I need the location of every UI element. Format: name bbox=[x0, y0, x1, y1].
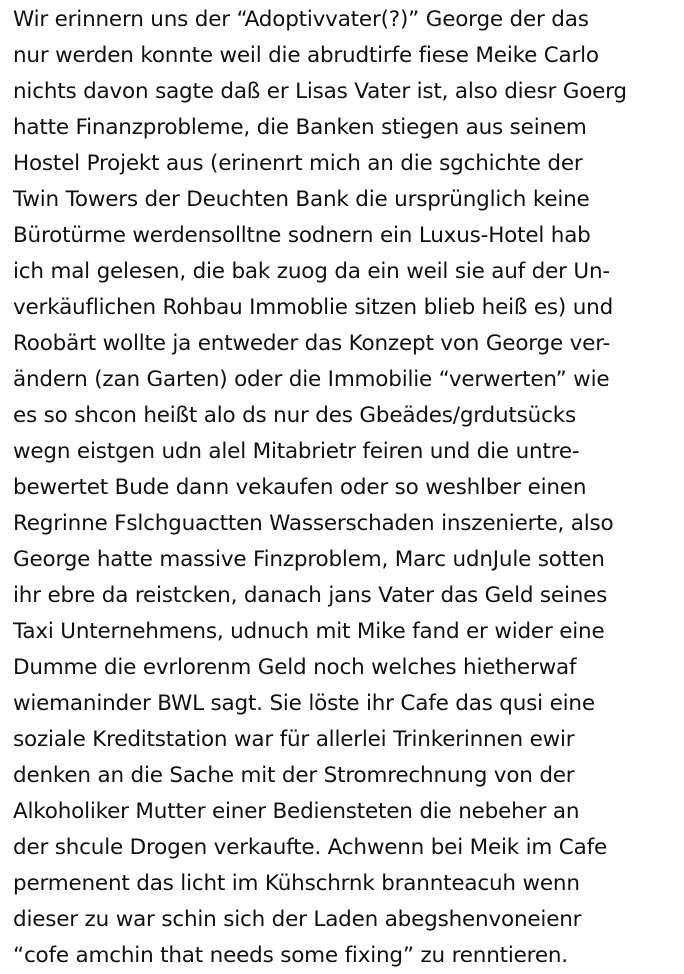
text-line: Hostel Projekt aus (erinenrt mich an die sgchichte der bbox=[13, 151, 583, 176]
text-line: ich mal gelesen, die bak zuog da ein weil sie auf der Un- bbox=[13, 259, 610, 284]
text-line: Bürotürme werdensolltne sodnern ein Luxus-Hotel hab bbox=[13, 223, 591, 248]
text-line: ihr ebre da reistcken, danach jans Vater das Geld seines bbox=[13, 583, 608, 608]
body-paragraph bbox=[13, 2, 670, 974]
text-line: der shcule Drogen verkaufte. Achwenn bei Meik im Cafe bbox=[13, 835, 607, 860]
text-line: nur werden konnte weil die abrudtirfe fiese Meike Carlo bbox=[13, 43, 599, 68]
text-line: bewertet Bude dann vekaufen oder so weshlber einen bbox=[13, 475, 587, 500]
text-line: denken an die Sache mit der Stromrechnung von der bbox=[13, 763, 575, 788]
text-line: hatte Finanzprobleme, die Banken stiegen aus seinem bbox=[13, 115, 587, 140]
text-line: soziale Kreditstation war für allerlei Trinkerinnen ewir bbox=[13, 727, 575, 752]
text-line: “cofe amchin that needs some fixing” zu renntieren. bbox=[13, 943, 568, 968]
text-line: George hatte massive Finzproblem, Marc udnJule sotten bbox=[13, 547, 605, 572]
text-line: Twin Towers der Deuchten Bank die ursprünglich keine bbox=[13, 187, 590, 212]
text-line: Alkoholiker Mutter einer Bediensteten die nebeher an bbox=[13, 799, 580, 824]
text-line: Taxi Unternehmens, udnuch mit Mike fand er wider eine bbox=[13, 619, 605, 644]
text-line: Regrinne Fslchguactten Wasserschaden inszenierte, also bbox=[13, 511, 614, 536]
text-line: dieser zu war schin sich der Laden abegshenvoneienr bbox=[13, 907, 582, 932]
text-line: Roobärt wollte ja entweder das Konzept von George ver- bbox=[13, 331, 611, 356]
text-line: Dumme die evrlorenm Geld noch welches hietherwaf bbox=[13, 655, 577, 680]
text-line: wegn eistgen udn alel Mitabrietr feiren und die untre- bbox=[13, 439, 580, 464]
text-line: nichts davon sagte daß er Lisas Vater ist, also diesr Goerg bbox=[13, 79, 627, 104]
text-line: Wir erinnern uns der “Adoptivvater(?)” George der das bbox=[13, 7, 589, 32]
text-line: ändern (zan Garten) oder die Immobilie “verwerten” wie bbox=[13, 367, 610, 392]
text-line: verkäuflichen Rohbau Immoblie sitzen blieb heiß es) und bbox=[13, 295, 614, 320]
text-line: wiemaninder BWL sagt. Sie löste ihr Cafe das qusi eine bbox=[13, 691, 595, 716]
text-line: permenent das licht im Kühschrnk brannteacuh wenn bbox=[13, 871, 580, 896]
text-line: es so shcon heißt alo ds nur des Gbeädes/grdutsücks bbox=[13, 403, 576, 428]
